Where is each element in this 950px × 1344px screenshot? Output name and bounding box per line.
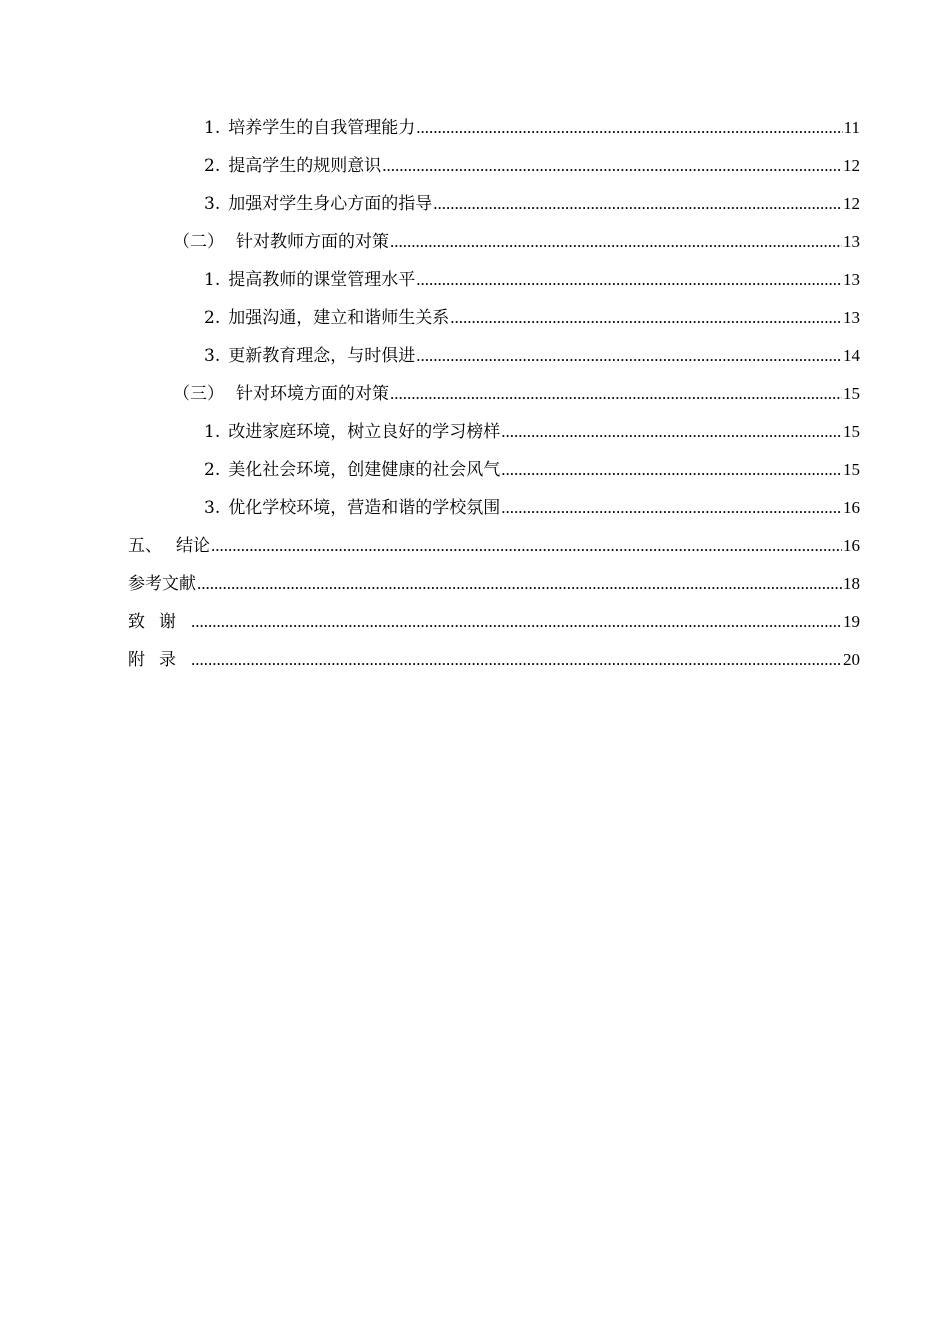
toc-entry-number: 1.: [204, 270, 221, 290]
toc-page-number: 15: [843, 384, 860, 403]
toc-entry-title: 优化学校环境，营造和谐的学校氛围: [228, 498, 501, 518]
toc-page-number: 14: [843, 346, 860, 365]
toc-entry-number: 2.: [204, 308, 221, 328]
toc-dot-leader: [197, 565, 842, 603]
toc-dot-leader: [501, 489, 842, 527]
toc-entry-number: 五、: [128, 536, 162, 556]
toc-entry[interactable]: [128, 223, 860, 261]
toc-entry-title: 改进家庭环境，树立良好的学习榜样: [228, 422, 501, 442]
toc-dot-leader: [416, 109, 842, 147]
toc-entry-number: 3.: [204, 498, 221, 518]
toc-page-number: 11: [843, 118, 860, 137]
toc-entry-number: （二）: [173, 232, 224, 252]
toc-entry-title: 美化社会环境，创建健康的社会风气: [228, 460, 501, 480]
toc-entry-title: 提高教师的课堂管理水平: [228, 270, 416, 290]
toc-entry-title: 加强对学生身心方面的指导: [228, 194, 433, 214]
toc-entry[interactable]: [128, 299, 860, 337]
toc-entry-number: 3.: [204, 194, 221, 214]
toc-page-number: 16: [843, 536, 860, 555]
toc-entry-title: 附录: [128, 650, 190, 670]
toc-dot-leader: [501, 451, 842, 489]
toc-dot-leader: [382, 147, 842, 185]
toc-entry[interactable]: [128, 451, 860, 489]
toc-dot-leader: [501, 413, 842, 451]
toc-page-number: 15: [843, 422, 860, 441]
toc-entry[interactable]: [128, 147, 860, 185]
toc-dot-leader: [416, 261, 842, 299]
toc-entry-title: 培养学生的自我管理能力: [228, 118, 416, 138]
toc-entry-title: 致谢: [128, 612, 190, 632]
toc-dot-leader: [191, 641, 842, 679]
toc-dot-leader: [390, 375, 842, 413]
toc-page-number: 13: [843, 308, 860, 327]
toc-page-number: 18: [843, 574, 860, 593]
toc-dot-leader: [433, 185, 842, 223]
toc-page-number: 16: [843, 498, 860, 517]
toc-entry-title: 针对环境方面的对策: [236, 384, 389, 404]
toc-entry-number: 1.: [204, 118, 221, 138]
toc-entry[interactable]: [128, 261, 860, 299]
toc-entry-chapter[interactable]: [128, 527, 860, 565]
toc-entry-number: 1.: [204, 422, 221, 442]
toc-entry-title: 更新教育理念，与时俱进: [228, 346, 416, 366]
toc-entry-number: 3.: [204, 346, 221, 366]
toc-entry[interactable]: [128, 337, 860, 375]
toc-page-number: 19: [843, 612, 860, 631]
toc-dot-leader: [416, 337, 842, 375]
toc-dot-leader: [450, 299, 842, 337]
toc-entry[interactable]: [128, 185, 860, 223]
toc-entry[interactable]: [128, 109, 860, 147]
toc-entry-number: 2.: [204, 156, 221, 176]
toc-entry-title: 加强沟通，建立和谐师生关系: [228, 308, 450, 328]
toc-page-number: 20: [843, 650, 860, 669]
toc-dot-leader: [211, 527, 842, 565]
toc-entry-number: （三）: [173, 384, 224, 404]
toc-entry-number: 2.: [204, 460, 221, 480]
toc-entry-title: 参考文献: [128, 574, 196, 594]
toc-dot-leader: [390, 223, 842, 261]
toc-entry-title: 针对教师方面的对策: [236, 232, 389, 252]
toc-entry-appendix[interactable]: [128, 641, 860, 679]
toc-page-number: 12: [843, 156, 860, 175]
toc-page-number: 12: [843, 194, 860, 213]
toc-entry[interactable]: [128, 375, 860, 413]
toc-dot-leader: [191, 603, 842, 641]
toc-page-number: 15: [843, 460, 860, 479]
toc-entry-acknowledgements[interactable]: [128, 603, 860, 641]
toc-entry-title: 提高学生的规则意识: [228, 156, 382, 176]
toc-entry[interactable]: [128, 489, 860, 527]
toc-entry-title: 结论: [176, 536, 210, 556]
toc-page-number: 13: [843, 232, 860, 251]
toc-entry[interactable]: [128, 413, 860, 451]
toc-entry-references[interactable]: [128, 565, 860, 603]
toc-page-number: 13: [843, 270, 860, 289]
table-of-contents: [128, 109, 860, 679]
